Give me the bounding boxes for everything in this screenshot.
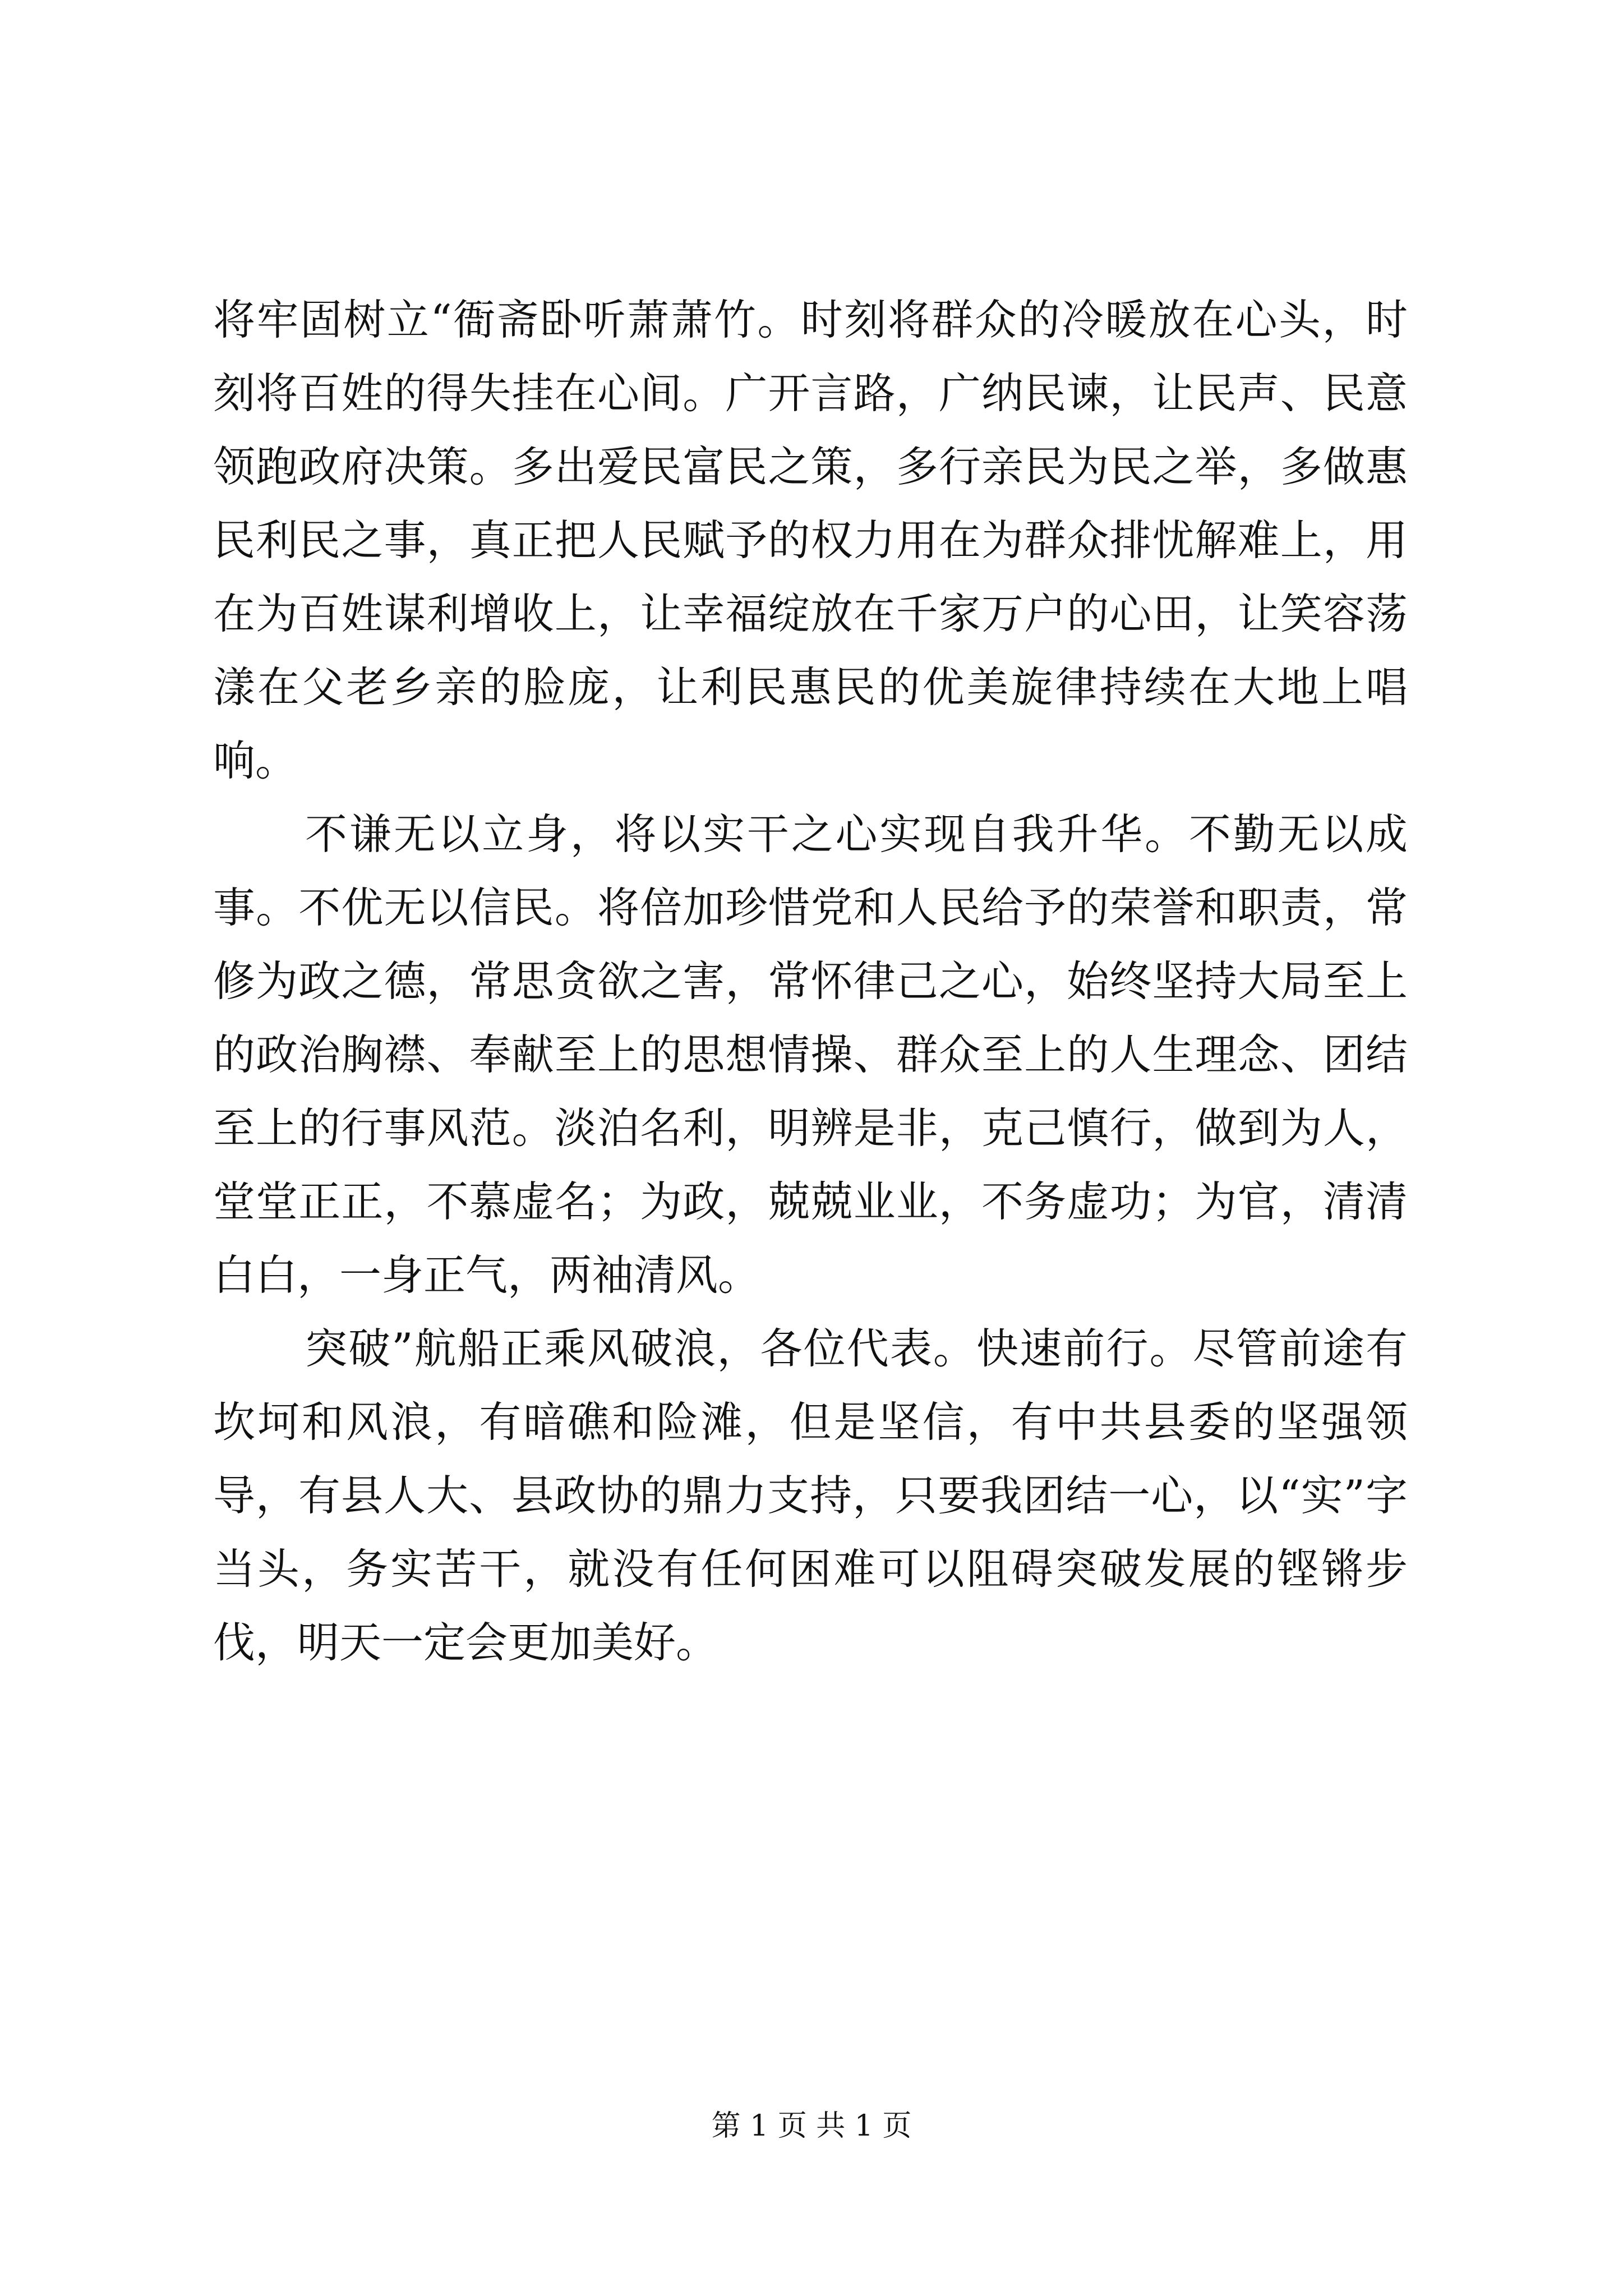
- document-body: [213, 283, 1408, 1680]
- paragraph-3: 突破”航船正乘风破浪，各位代表。快速前行。尽管前途有坎坷和风浪，有暗礁和险滩，但是坚信，有中共县委的坚强领导，有县人大、县政协的鼎力支持，只要我团结一心，以“实”字当头，务实苦干，就没有任何困难可以阻碍突破发展的铿锵步伐，明天一定会更加美好。: [213, 1324, 1408, 1667]
- paragraph-1: 将牢固树立“衙斋卧听萧萧竹。时刻将群众的冷暖放在心头，时刻将百姓的得失挂在心间。广开言路，广纳民谏，让民声、民意领跑政府决策。多出爱民富民之策，多行亲民为民之举，多做惠民利民之事，真正把人民赋予的权力用在为群众排忧解难上，用在为百姓谋利增收上，让幸福绽放在千家万户的心田，让笑容荡漾在父老乡亲的脸庞，让利民惠民的优美旋律持续在大地上唱响。: [213, 295, 1408, 785]
- page-footer: 第 1 页 共 1 页: [711, 2109, 912, 2143]
- paragraph-2: 不谦无以立身，将以实干之心实现自我升华。不勤无以成事。不优无以信民。将倍加珍惜党和人民给予的荣誉和职责，常修为政之德，常思贪欲之害，常怀律己之心，始终坚持大局至上的政治胸襟、奉献至上的思想情操、群众至上的人生理念、团结至上的行事风范。淡泊名利，明辨是非，克己慎行，做到为人，堂堂正正，不慕虚名；为政，兢兢业业，不务虚功；为官，清清白白，一身正气，两袖清风。: [213, 809, 1408, 1300]
